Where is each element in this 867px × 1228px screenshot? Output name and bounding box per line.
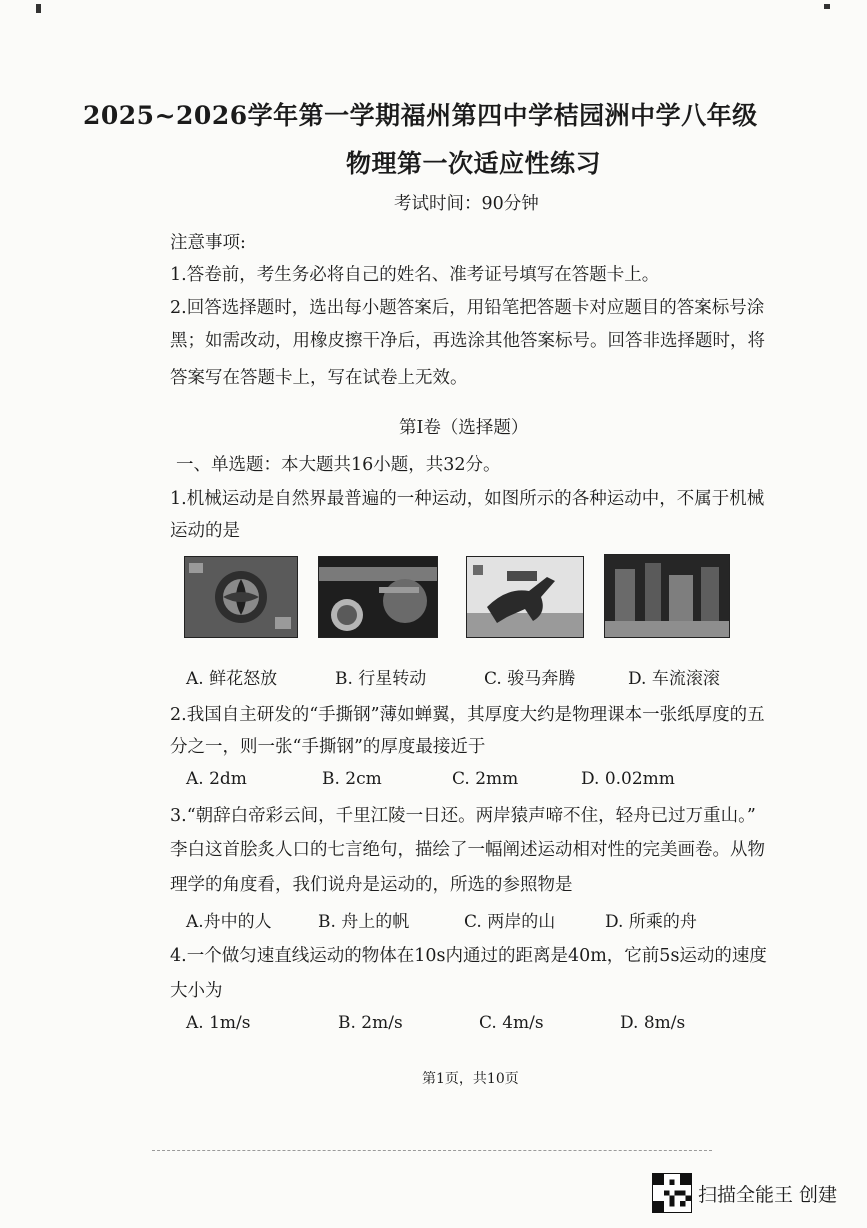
blooming-flower-image: [184, 556, 298, 638]
question-3-line2: 李白这首脍炙人口的七言绝句，描绘了一幅阐述运动相对性的完美画卷。从物: [170, 840, 765, 860]
question-1-option-b: B. 行星转动: [335, 669, 427, 689]
traffic-flow-image: [604, 554, 730, 638]
question-3-option-b: B. 舟上的帆: [318, 912, 410, 932]
question-2-option-b: B. 2cm: [322, 769, 382, 789]
question-1-option-c: C. 骏马奔腾: [484, 669, 576, 689]
question-4-option-b: B. 2m/s: [338, 1013, 403, 1033]
question-4-option-c: C. 4m/s: [479, 1013, 544, 1033]
planet-rotation-image: [318, 556, 438, 638]
page-number: 第1页，共10页: [422, 1071, 519, 1087]
part-one-heading: 一、单选题：本大题共16小题，共32分。: [176, 455, 501, 475]
scanner-brand-label: 扫描全能王 创建: [698, 1184, 838, 1206]
question-3-option-a: A.舟中的人: [186, 912, 272, 932]
question-2-option-d: D. 0.02mm: [581, 769, 675, 789]
question-1-option-d: D. 车流滚滚: [628, 669, 720, 689]
galloping-horse-image: [466, 556, 584, 638]
qr-code-icon: [652, 1173, 692, 1213]
question-1-line1: 1.机械运动是自然界最普遍的一种运动，如图所示的各种运动中，不属于机械: [170, 489, 765, 509]
scan-edge-line: [152, 1150, 712, 1151]
question-2-line1: 2.我国自主研发的“手撕钢”薄如蝉翼，其厚度大约是物理课本一张纸厚度的五: [170, 705, 765, 725]
question-3-option-c: C. 两岸的山: [464, 912, 556, 932]
question-4-line2: 大小为: [170, 981, 223, 1001]
question-2-line2: 分之一，则一张“手撕钢”的厚度最接近于: [170, 737, 486, 757]
notes-item-2-line1: 2.回答选择题时，选出每小题答案后，用铅笔把答题卡对应题目的答案标号涂: [170, 298, 765, 318]
question-1-option-a: A. 鲜花怒放: [186, 669, 278, 689]
question-3-option-d: D. 所乘的舟: [605, 912, 697, 932]
question-3-line1: 3.“朝辞白帝彩云间，千里江陵一日还。两岸猿声啼不住，轻舟已过万重山。”: [170, 806, 756, 826]
question-3-line3: 理学的角度看，我们说舟是运动的，所选的参照物是: [170, 875, 573, 895]
question-1-line2: 运动的是: [170, 521, 240, 541]
question-4-option-a: A. 1m/s: [186, 1013, 251, 1033]
section-title: 第Ⅰ卷（选择题）: [399, 418, 529, 438]
exam-title-line1: 2025~2026学年第一学期福州第四中学桔园洲中学八年级: [83, 101, 758, 130]
exam-title-line2: 物理第一次适应性练习: [346, 149, 602, 178]
question-4-option-d: D. 8m/s: [620, 1013, 686, 1033]
scan-speck: [824, 4, 830, 9]
question-2-option-a: A. 2dm: [186, 769, 247, 789]
notes-item-1: 1.答卷前，考生务必将自己的姓名、准考证号填写在答题卡上。: [170, 265, 660, 285]
notes-item-2-line2: 黑；如需改动，用橡皮擦干净后，再选涂其他答案标号。回答非选择题时，将: [170, 331, 765, 351]
question-2-option-c: C. 2mm: [452, 769, 519, 789]
notes-item-2-line3: 答案写在答题卡上，写在试卷上无效。: [170, 368, 468, 388]
exam-time: 考试时间：90分钟: [394, 194, 539, 214]
notes-heading: 注意事项:: [170, 233, 246, 253]
scan-speck: [36, 4, 41, 13]
question-4-line1: 4.一个做匀速直线运动的物体在10s内通过的距离是40m，它前5s运动的速度: [170, 946, 767, 966]
